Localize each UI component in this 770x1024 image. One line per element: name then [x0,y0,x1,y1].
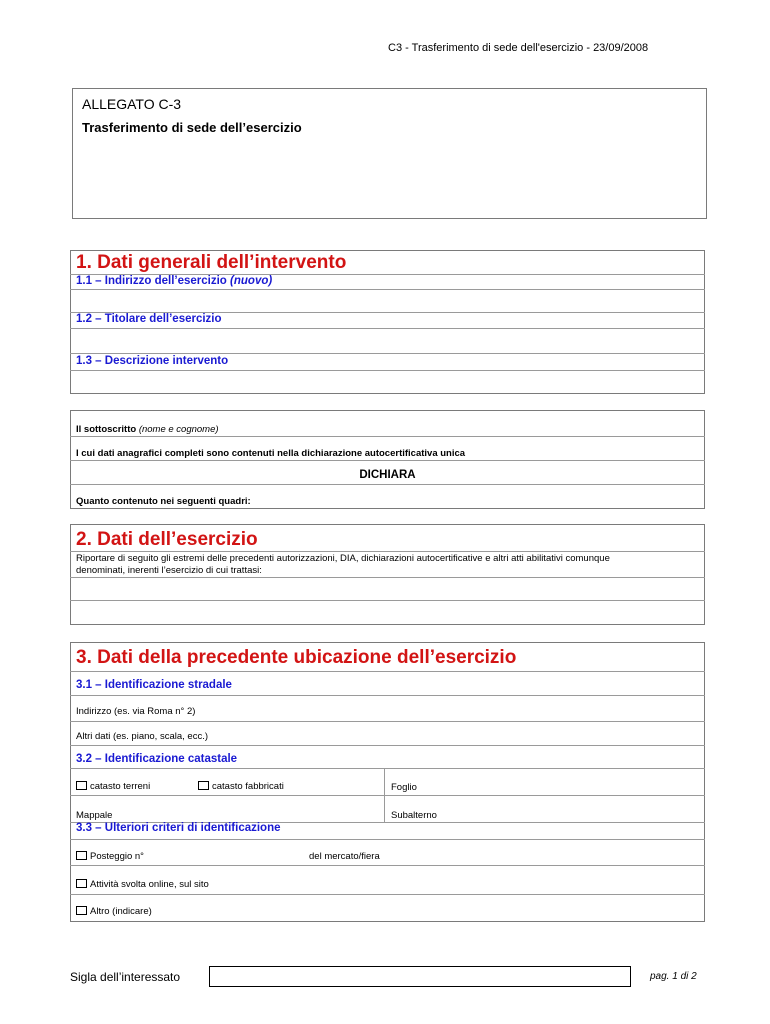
divider [70,328,705,329]
document-reference: C3 - Trasferimento di sede dell'esercizio - 23/09/2008 [388,42,649,54]
data-line: I cui dati anagrafici completi sono contenuti nella dichiarazione autocertificativa unica [76,448,466,459]
mappale-label: Mappale [76,810,113,821]
divider [70,289,705,290]
section3-title: 3. Dati della precedente ubicazione dell’esercizio [76,647,517,668]
divider [70,484,705,485]
divider [70,460,705,461]
divider [70,695,705,696]
subalterno-label: Subalterno [391,810,437,821]
address-field[interactable] [220,697,702,719]
divider [70,745,705,746]
allegato-title: Trasferimento di sede dell’esercizio [82,120,302,135]
subalterno-field[interactable] [450,797,702,820]
description-field[interactable] [72,372,703,393]
sigla-field[interactable] [209,966,631,987]
altro-option[interactable]: Altro (indicare) [76,906,152,917]
signer-name-field[interactable] [72,412,703,435]
online-option[interactable]: Attività svolta online, sul sito [76,879,209,890]
mappale-field[interactable] [120,797,382,820]
divider [70,577,705,578]
online-site-field[interactable] [225,867,702,892]
owner-field[interactable] [72,330,703,352]
divider [70,721,705,722]
section1-sub2-title: 1.2 – Titolare dell’esercizio [76,313,222,325]
signer-label: Il sottoscritto (nome e cognome) [76,424,219,435]
section1-title: 1. Dati generali dell’intervento [76,252,347,273]
divider [70,671,705,672]
divider [70,551,705,552]
page-number: pag. 1 di 2 [650,971,697,982]
section3-sub2-title: 3.2 – Identificazione catastale [76,753,238,765]
mercato-field[interactable] [390,841,702,863]
content-line: Quanto contenuto nei seguenti quadri: [76,496,251,507]
divider [70,353,705,354]
foglio-label: Foglio [391,782,417,793]
new-address-field[interactable] [72,291,703,311]
divider [70,768,705,769]
divider [70,370,705,371]
divider [70,600,705,601]
other-data-field[interactable] [230,723,702,743]
catasto-fabbricati-option[interactable]: catasto fabbricati [198,781,284,792]
other-data-label: Altri dati (es. piano, scala, ecc.) [76,731,208,742]
address-label: Indirizzo (es. via Roma n° 2) [76,706,196,717]
posteggio-field[interactable] [155,841,305,863]
mercato-label: del mercato/fiera [309,851,380,862]
section2-text-line1: Riportare di seguito gli estremi delle precedenti autorizzazioni, DIA, dichiarazioni autocertificative e altri atti abilitativi comunque [76,553,610,564]
authorization-field-2[interactable] [72,602,703,623]
section3-sub1-title: 3.1 – Identificazione stradale [76,679,232,691]
altro-field[interactable] [165,896,702,920]
allegato-code: ALLEGATO C-3 [82,96,182,112]
divider [70,795,705,796]
divider [70,436,705,437]
sigla-label: Sigla dell’interessato [70,970,181,984]
authorization-field-1[interactable] [72,579,703,599]
divider [70,839,705,840]
posteggio-checkbox[interactable] [76,851,87,860]
section1-sub1-title: 1.1 – Indirizzo dell’esercizio (nuovo) [76,275,273,287]
section1-sub3-title: 1.3 – Descrizione intervento [76,355,229,367]
altro-checkbox[interactable] [76,906,87,915]
divider [70,894,705,895]
divider [70,865,705,866]
section2-title: 2. Dati dell’esercizio [76,529,258,550]
catasto-terreni-option[interactable]: catasto terreni [76,781,150,792]
section3-sub3-title: 3.3 – Ulteriori criteri di identificazione [76,822,281,834]
posteggio-option[interactable]: Posteggio n° [76,851,144,862]
declares-heading: DICHIARA [359,469,416,481]
section2-text-line2: denominati, inerenti l’esercizio di cui trattasi: [76,565,262,576]
catasto-terreni-checkbox[interactable] [76,781,87,790]
online-checkbox[interactable] [76,879,87,888]
foglio-field[interactable] [430,770,702,793]
catasto-fabbricati-checkbox[interactable] [198,781,209,790]
